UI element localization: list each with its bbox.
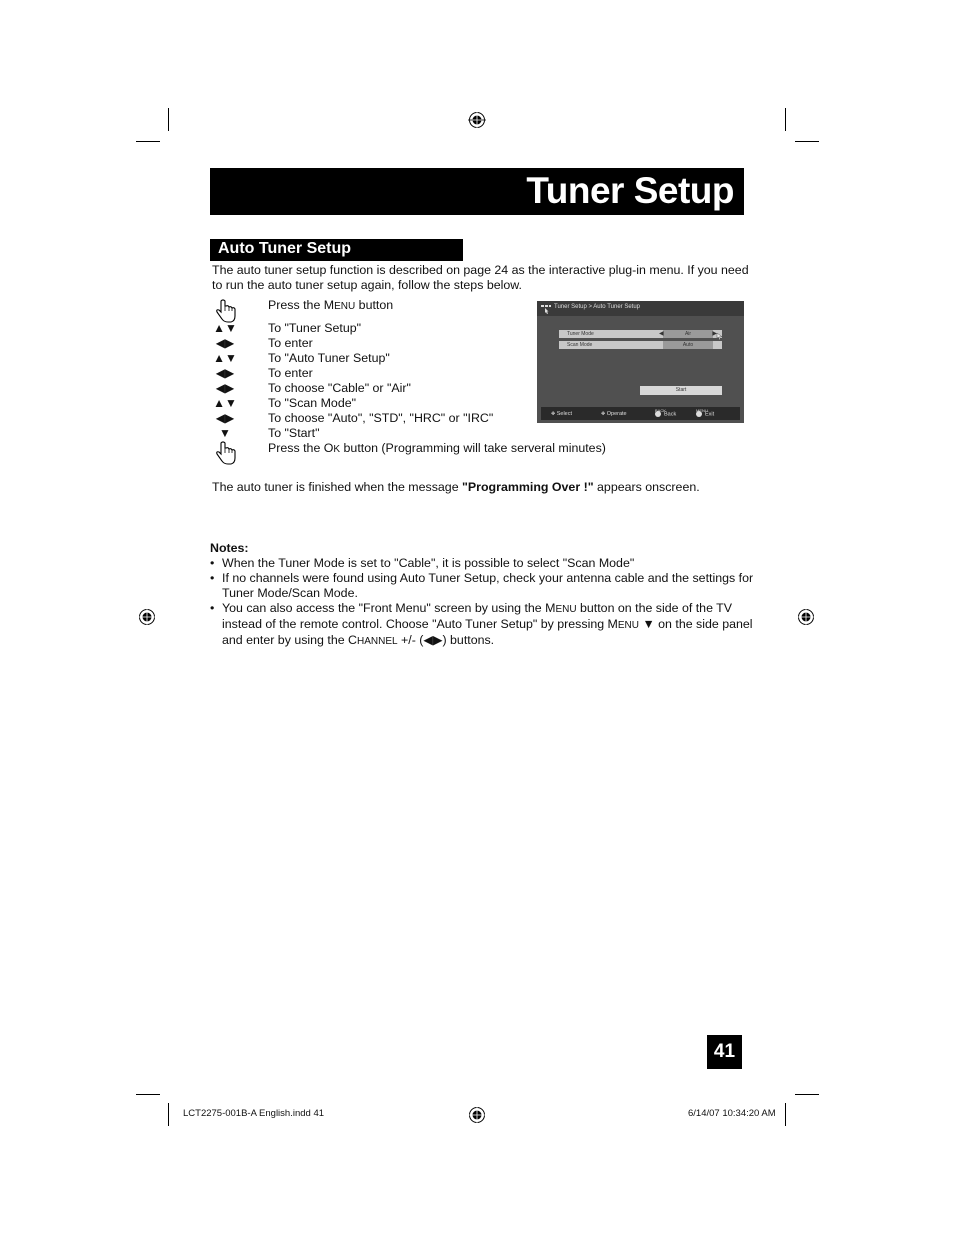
note-item: • You can also access the "Front Menu" screen by using the MENU button on the side of the TV instead of the remote control. Choose "Auto Tuner Setup" by pressing MENU ▼ on the side panel and enter by using the CHANNEL +/- (◀▶) buttons. — [210, 601, 753, 647]
registration-mark-icon — [468, 1106, 486, 1124]
intro-paragraph: The auto tuner setup function is described on page 24 as the interactive plug-in menu. If you need to run the auto tuner setup again, follow the steps below. — [212, 263, 749, 292]
crop-mark — [136, 141, 160, 142]
up-down-arrows-icon: ▲▼ — [213, 351, 237, 365]
scan-mode-row[interactable]: Scan Mode Auto — [559, 341, 722, 349]
screen-footer — [541, 407, 740, 420]
menu-icon — [541, 304, 551, 314]
crop-mark — [795, 1094, 819, 1095]
page-title-bar — [210, 168, 744, 215]
note-item: • If no channels were found using Auto Tuner Setup, check your antenna cable and the settings for Tuner Mode/Scan Mode. — [210, 571, 754, 600]
crop-mark — [785, 1103, 786, 1126]
registration-mark-icon — [797, 608, 815, 626]
finish-message: The auto tuner is finished when the message "Programming Over !" appears onscreen. — [212, 480, 700, 494]
tuner-mode-row[interactable]: Tuner Mode ◀ Air ▶ — [559, 330, 722, 338]
pointer-hand-icon — [716, 333, 723, 341]
back-hint: BACK Back — [655, 408, 677, 418]
screen-breadcrumb: Tuner Setup > Auto Tuner Setup — [554, 304, 641, 310]
crop-mark — [168, 108, 169, 131]
left-arrow-icon: ◀ — [659, 331, 664, 337]
left-right-arrows-icon: ◀▶ — [215, 411, 235, 425]
bullet: • — [210, 601, 215, 615]
page-number: 41 — [707, 1035, 742, 1069]
footer-timestamp: 6/14/07 10:34:20 AM — [688, 1108, 776, 1119]
exit-hint: MENU Exit — [696, 408, 715, 418]
left-right-arrows-icon: ◀▶ — [215, 381, 235, 395]
crop-mark — [795, 141, 819, 142]
screen-header — [537, 301, 744, 316]
start-button[interactable]: Start — [640, 386, 722, 395]
tv-menu-screenshot — [537, 301, 744, 423]
crop-mark — [136, 1094, 160, 1095]
note-item: • When the Tuner Mode is set to "Cable", it is possible to select "Scan Mode" — [210, 556, 635, 570]
left-right-arrows-icon: ◀▶ — [215, 366, 235, 380]
up-down-arrows-icon: ▲▼ — [213, 321, 237, 335]
section-title: Auto Tuner Setup — [218, 240, 352, 257]
bullet: • — [210, 571, 215, 585]
notes-list — [210, 556, 755, 649]
tuner-mode-value[interactable]: ◀ Air ▶ — [659, 331, 717, 337]
registration-mark-icon — [468, 111, 486, 129]
notes-title: Notes: — [210, 541, 249, 555]
footer-filename: LCT2275-001B-A English.indd 41 — [183, 1108, 325, 1119]
select-hint: ✥ Select — [551, 411, 573, 417]
page-title: Tuner Setup — [526, 170, 734, 211]
dpad-icon: ✥ — [601, 411, 606, 417]
dpad-icon: ✥ — [551, 411, 556, 417]
scan-mode-value[interactable]: Auto — [663, 341, 713, 349]
right-arrow-icon: ▶ — [712, 331, 717, 337]
bullet: • — [210, 556, 215, 570]
operate-hint: ✥ Operate — [601, 411, 627, 417]
crop-mark — [168, 1103, 169, 1126]
left-right-arrows-icon: ◀▶ — [215, 336, 235, 350]
up-down-arrows-icon: ▲▼ — [213, 396, 237, 410]
section-title-bar — [210, 239, 463, 261]
crop-mark — [785, 108, 786, 131]
down-arrow-icon: ▼ — [219, 426, 231, 440]
hand-press-icon — [212, 440, 238, 466]
registration-mark-icon — [138, 608, 156, 626]
